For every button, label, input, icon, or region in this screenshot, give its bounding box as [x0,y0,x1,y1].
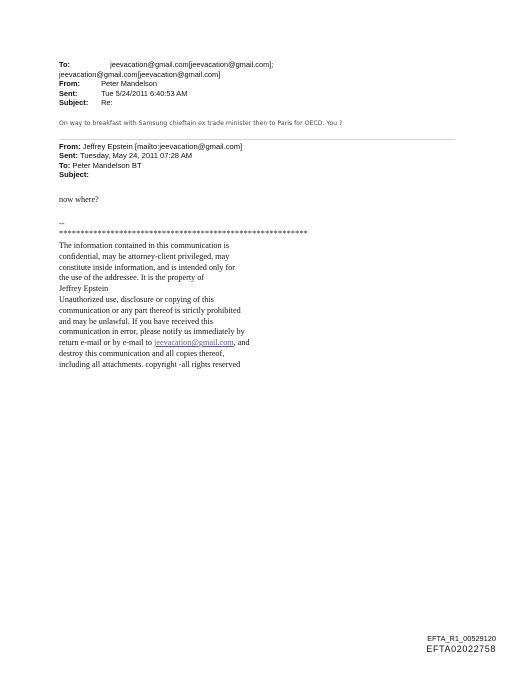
quoted-from-row [59,142,459,151]
to-label: To: [59,60,70,69]
disclaimer-line: confidential, may be attorney-client privileged, may [59,251,230,261]
to-row [59,60,459,70]
disclaimer-line: The information contained in this communication is [59,241,230,250]
quoted-to-row [59,161,459,170]
quoted-sent-row [59,151,459,160]
quoted-from-value: Jeffrey Epstein [mailto:jeevacation@gmail.com] [82,142,243,151]
from-label: From: [59,79,80,89]
bates-footer [426,634,496,654]
sent-label: Sent: [59,88,78,98]
sent-row [59,89,459,99]
disclaimer-line: communication or any part thereof is strictly prohibited [59,305,241,315]
quoted-subject-row [59,170,459,179]
quoted-sent-value: Tuesday, May 24, 2011 07:28 AM [79,151,193,161]
email-link[interactable]: jeevacation@gmail.com [154,338,234,348]
from-row [59,79,459,89]
quoted-to-value: Peter Mandelson BT [72,160,142,170]
disclaimer-line: Jeffrey Epstein [59,284,109,294]
bates-number-2: EFTA02022758 [426,644,496,654]
disclaimer-line: the use of the addressee. It is the property of [59,273,205,283]
sent-value: Tue 5/24/2011 6:40:53 AM [101,88,188,98]
disclaimer-line: Unauthorized use, disclosure or copying of this [59,294,214,304]
from-value: Peter Mandelson [101,79,157,89]
disclaimer-line: and may be unlawful. If you have received this [59,316,213,326]
quote-divider [59,139,455,140]
disclaimer-line: including all attachments. copyright -all rights reserved [59,359,241,369]
subject-row [59,98,459,108]
quoted-sent-label: Sent: [59,151,78,161]
quoted-to-label: To: [59,160,71,170]
quoted-header [59,142,459,180]
to-continuation: jeevacation@gmail.com[jeevacation@gmail.com] [59,69,221,79]
email-header [59,60,459,108]
disclaimer-line: destroy this communication and all copies thereof, [59,348,225,358]
message-body: On way to breakfast with Samsung chieftain ex trade minister then to Paris for OECD. You ? [59,120,343,127]
disclaimer-line: constitute inside information, and is intended only for [59,262,235,272]
subject-label: Subject: [59,98,89,108]
signature-separator: -- [59,219,65,228]
disclaimer-link-post: , and [233,338,250,348]
reply-text: now where? [59,195,99,204]
disclaimer-line: communication in error, please notify us immediately by [59,327,245,337]
bates-number-1: EFTA_R1_00529120 [427,634,496,643]
stars-separator: ********************************************************** [59,229,309,238]
disclaimer [59,241,359,371]
to-value: jeevacation@gmail.com[jeevacation@gmail.com]; [110,60,274,69]
quoted-from-label: From: [59,142,81,151]
subject-value: Re: [101,98,113,108]
disclaimer-link-line [59,338,359,349]
quoted-subject-label: Subject: [59,170,89,180]
disclaimer-link-pre: return e-mail or by e-mail to [59,338,155,348]
